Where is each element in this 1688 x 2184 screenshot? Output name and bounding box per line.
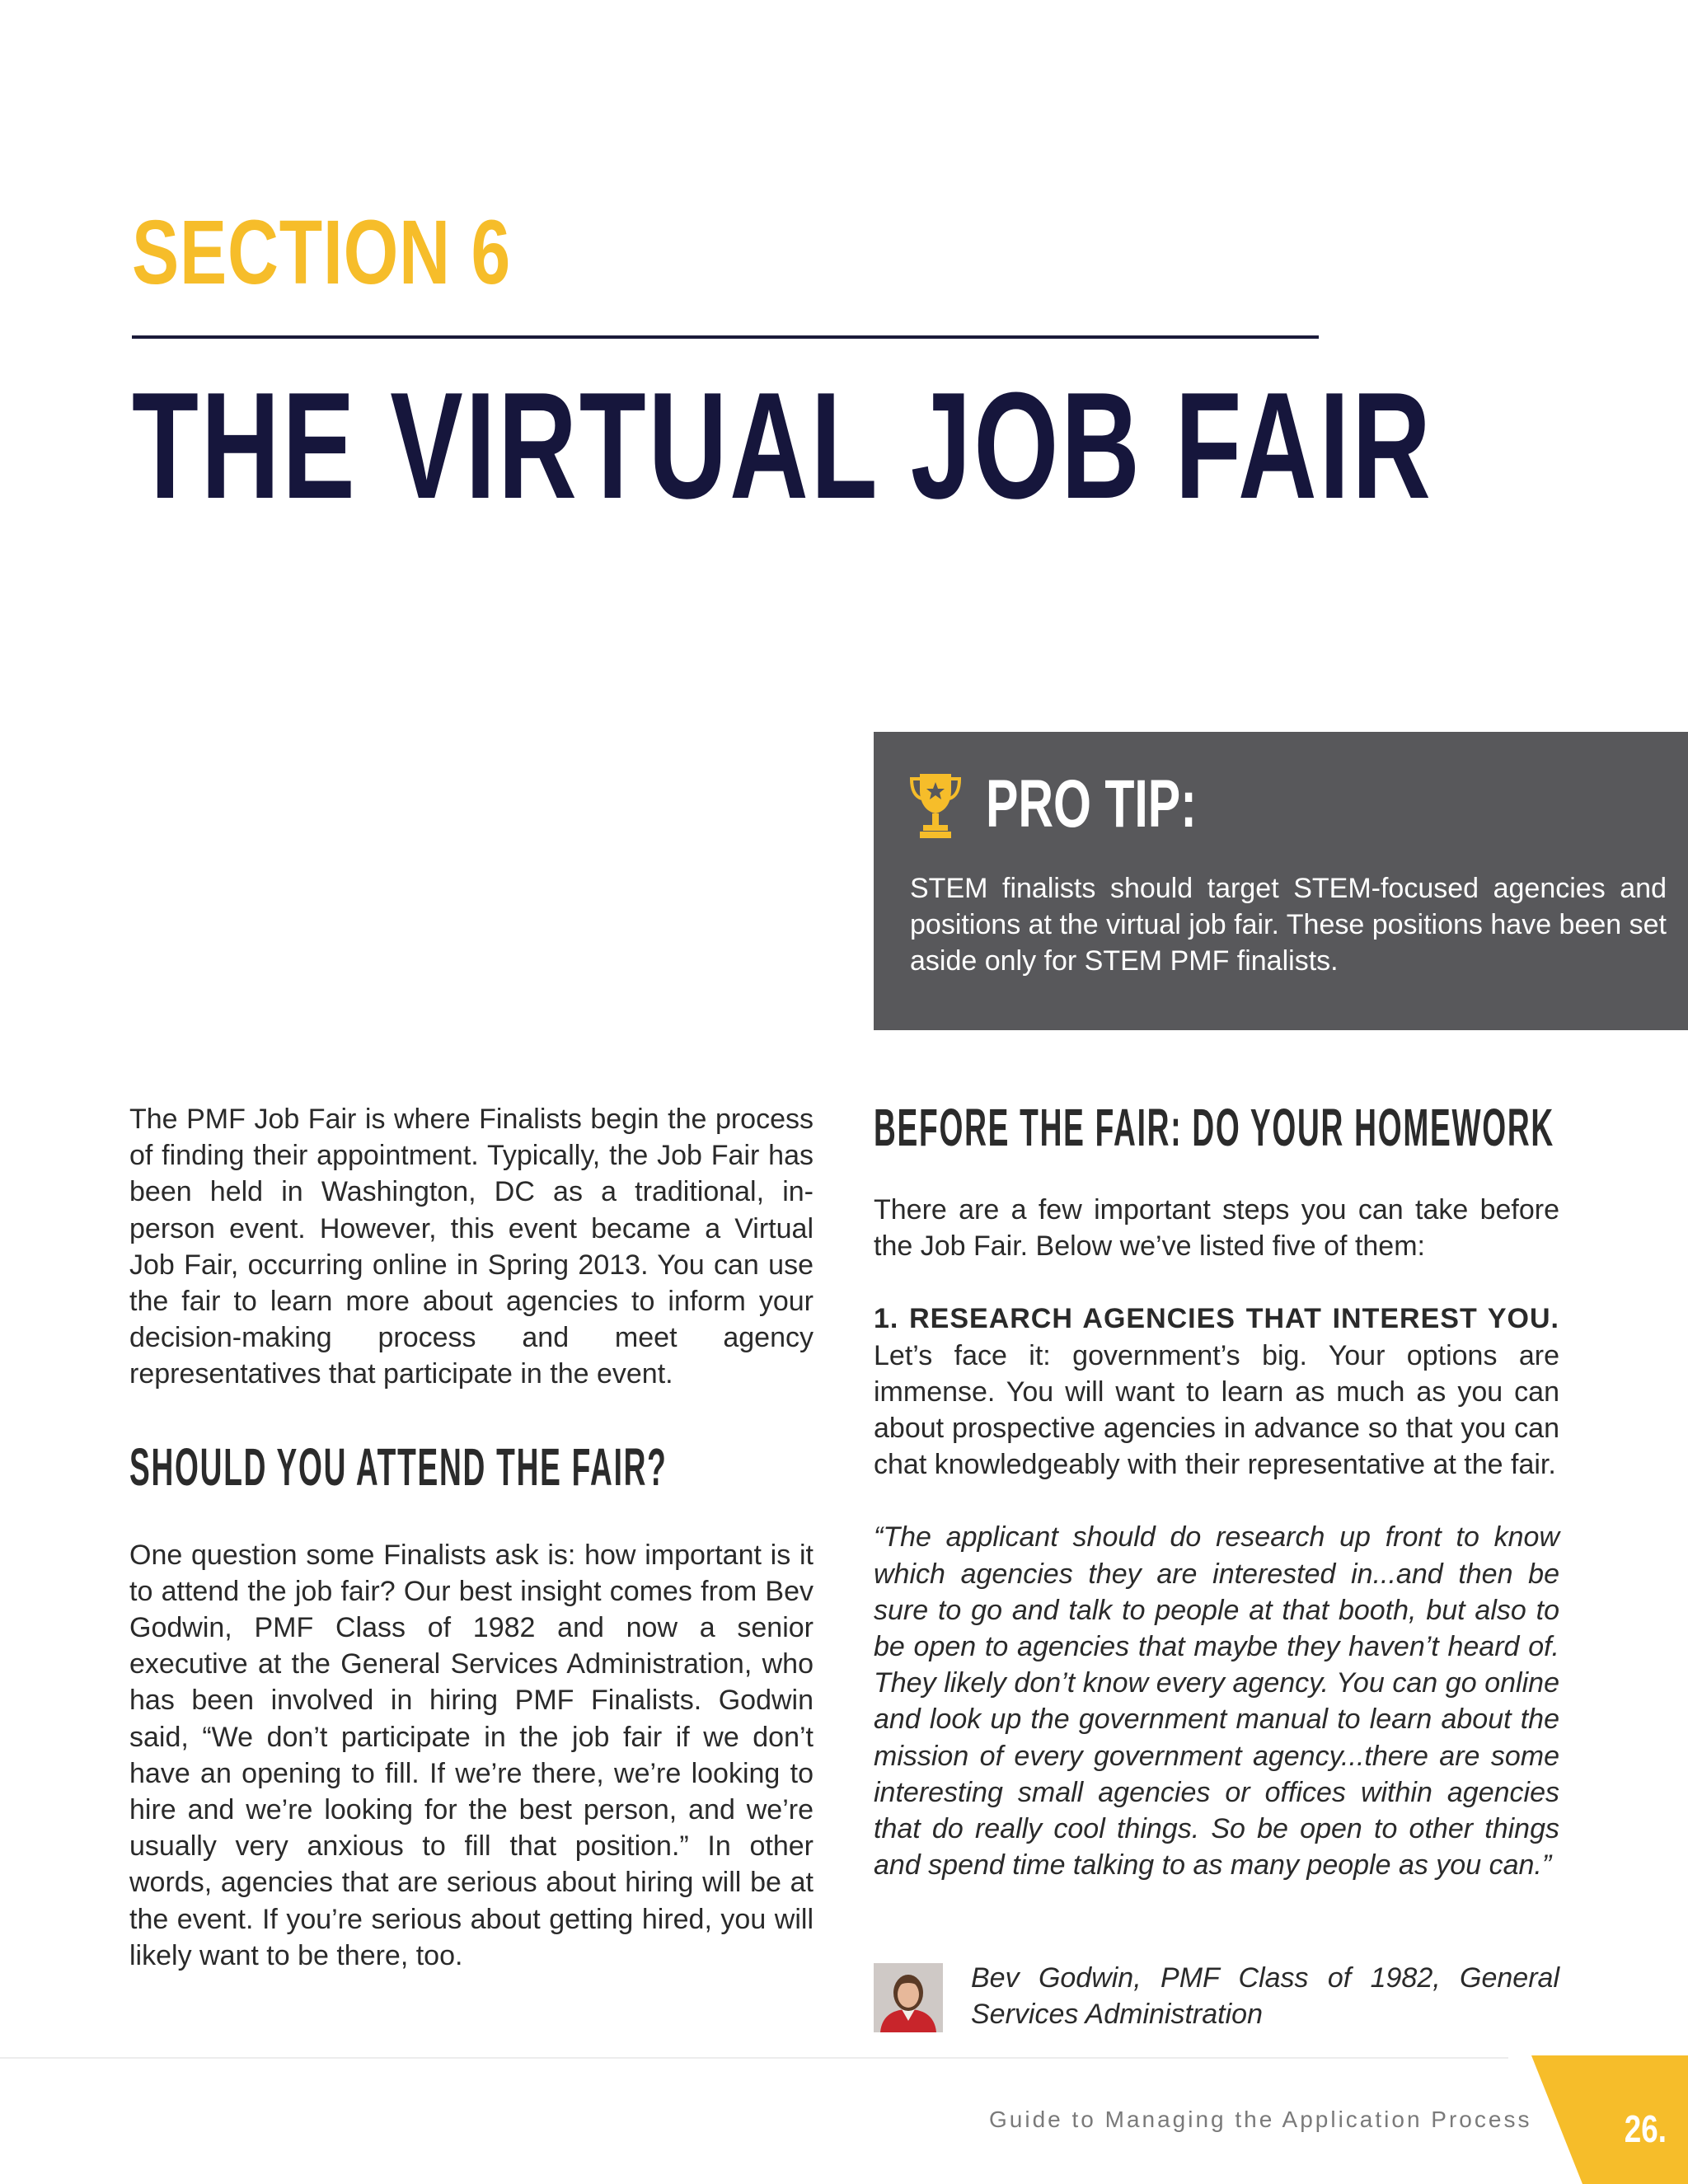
step-1-body: Let’s face it: government’s big. Your options are immense. You will want to learn as much as you can about prospective agencies in advance so that you can chat knowledgeably with their representative at the fair. bbox=[874, 1339, 1559, 1481]
title-divider bbox=[132, 335, 1319, 339]
step-1-paragraph bbox=[874, 1301, 1559, 1483]
godwin-quote: “The applicant should do research up front to know which agencies they are interested in...and then be sure to go and talk to people at that booth, but also to be open to agencies that maybe they haven’t heard of. They likely don’t know every agency. You can go online and look up the government manual to learn about the mission of every government agency...there are some interesting small agencies or offices within agencies that do really cool things. So be open to other things and spend time talking to as many people as you can.” bbox=[874, 1521, 1559, 1882]
left-column bbox=[129, 1101, 814, 1974]
pro-tip-box bbox=[874, 732, 1688, 1030]
pro-tip-header bbox=[908, 763, 1278, 846]
homework-subhead: BEFORE THE FAIR: DO YOUR HOMEWORK bbox=[874, 1098, 1554, 1157]
avatar bbox=[874, 1963, 943, 2032]
right-column bbox=[874, 1098, 1559, 1883]
step-1-lead: 1. RESEARCH AGENCIES THAT INTEREST YOU. bbox=[874, 1303, 1559, 1335]
quote-attribution bbox=[874, 1960, 1559, 2034]
footer-guide-title: Guide to Managing the Application Process bbox=[989, 2107, 1532, 2132]
homework-intro: There are a few important steps you can take before the Job Fair. Below we’ve listed five of them: bbox=[874, 1194, 1559, 1263]
page-title: THE VIRTUAL JOB FAIR bbox=[132, 360, 1433, 530]
attend-fair-subhead: SHOULD YOU ATTEND THE FAIR? bbox=[129, 1436, 668, 1497]
intro-paragraph: The PMF Job Fair is where Finalists begin the process of finding their appointment. Typically, the Job Fair has been held in Washington, DC as a traditional, in-person event. However, this event became a Virtual Job Fair, occurring online in Spring 2013. You can use the fair to learn more about agencies to inform your decision-making process and meet agency representatives that participate in the event. bbox=[129, 1104, 814, 1390]
trophy-icon bbox=[908, 769, 963, 840]
pro-tip-body: STEM finalists should target STEM-focused agencies and positions at the virtual job fair. These positions have been set aside only for STEM PMF finalists. bbox=[910, 873, 1667, 977]
pro-tip-title: PRO TIP: bbox=[986, 766, 1197, 841]
footer-divider bbox=[0, 2057, 1508, 2059]
attribution-text: Bev Godwin, PMF Class of 1982, General Services Administration bbox=[971, 1962, 1559, 2031]
section-label: SECTION 6 bbox=[132, 202, 511, 303]
attend-fair-paragraph: One question some Finalists ask is: how important is it to attend the job fair? Our best insight comes from Bev Godwin, PMF Class of 1982 and now a senior executive at the General Services Administration, who has been involved in hiring PMF Finalists. Godwin said, “We don’t participate in the job fair if we don’t have an opening to fill. If we’re there, we’re looking to hire and we’re looking for the best person, and we’re usually very anxious to fill that position.” In other words, agencies that are serious about hiring will be at the event. If you’re serious about getting hired, you will likely want to be there, too. bbox=[129, 1539, 814, 1971]
page-number: 26. bbox=[1624, 2107, 1667, 2150]
